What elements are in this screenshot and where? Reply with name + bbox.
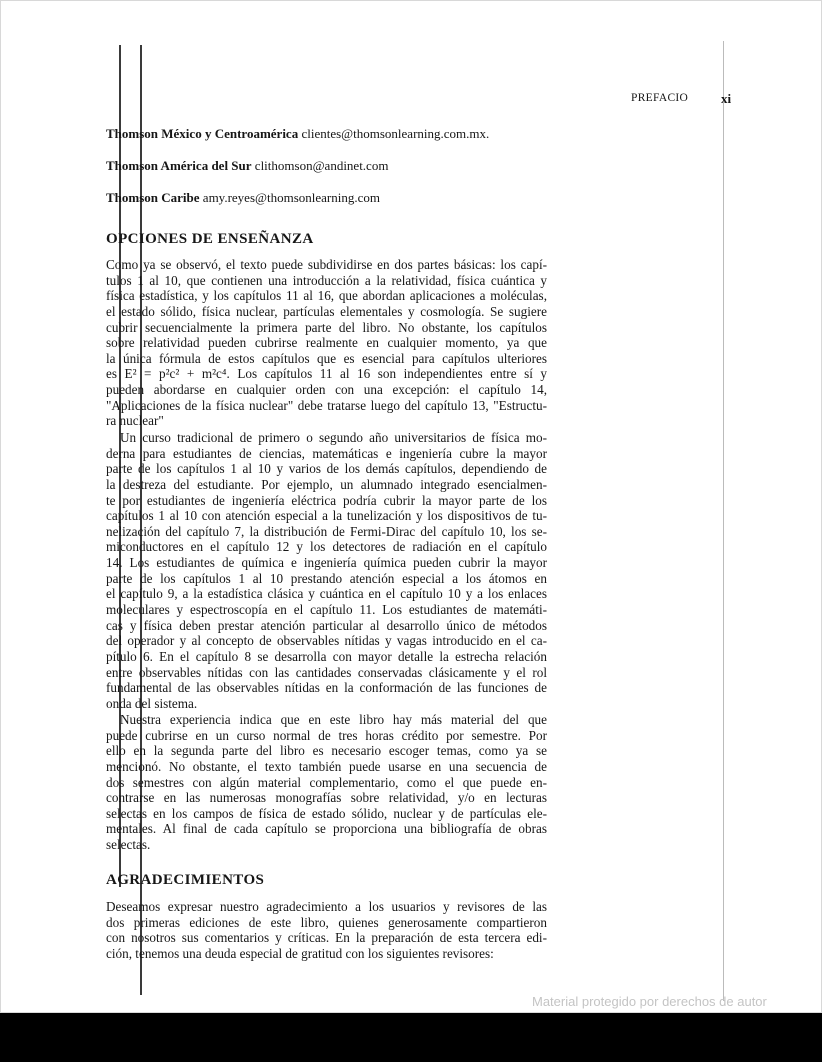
bottom-black-bar [0,1013,822,1062]
text-line: la única fórmula de estos capítulos que es esencial para capítulos ulteriores [106,350,547,366]
paragraph [106,257,547,429]
text-line: fundamental de las observables nítidas en la conformación de las funciones de [106,680,547,696]
running-header: PREFACIO [631,92,689,104]
text-line: Nuestra experiencia indica que en este libro hay más material del que [120,712,547,727]
copyright-watermark: Material protegido por derechos de autor [532,994,767,1009]
text-line: del operador y al concepto de observables nítidas y vagas introducido en el ca- [106,633,547,649]
text-line: tulos 1 al 10, que contienen una introducción a la relatividad, física cuántica y [106,272,547,288]
text-line: moleculares y espectroscopía en el capítulo 11. Los estudiantes de matemáti- [106,602,547,618]
paragraph [106,899,547,962]
text-line: mentales. Al final de cada capítulo se proporciona una bibliografía de obras [106,821,547,837]
text-line: con nosotros sus comentarios y críticas. En la preparación de esta tercera edi- [106,930,547,946]
text-line: mencionó. No obstante, el texto también puede usarse en una secuencia de [106,758,547,774]
text-line: el capítulo 9, a la estadística clásica y cuántica en el capítulo 10 y a los enlaces [106,586,547,602]
scan-artifact-line [723,41,724,1001]
text-line: sobre relatividad pueden cubrirse realmente en cualquier momento, ya que [106,335,547,351]
text-line: Como ya se observó, el texto puede subdividirse en dos partes básicas: los capí- [106,257,547,272]
section-heading: AGRADECIMIENTOS [106,872,265,888]
text-line: dos primeras ediciones de este libro, quienes generosamente compartieron [106,914,547,930]
text-line: 14. Los estudiantes de química e ingeniería química pueden cubrir la mayor [106,555,547,571]
contact-name: Thomson Caribe [106,190,200,205]
contact-name: Thomson México y Centroamérica [106,126,299,141]
text-line: contrarse en las numerosas monografías sobre relatividad, y/o en lecturas [106,790,547,806]
contact-line [106,190,380,206]
text-line: Un curso tradicional de primero o segundo año universitarios de física mo- [120,430,547,445]
contact-line [106,158,388,174]
contact-email: amy.reyes@thomsonlearning.com [202,190,380,205]
text-line: nelización del capítulo 7, la distribución de Fermi-Dirac del capítulo 10, los se- [106,523,547,539]
text-line: selectas en los campos de física de estado sólido, nuclear y de partículas ele- [106,805,547,821]
text-line: la destreza del estudiante. Por ejemplo, un alumnado integrado esencialmen- [106,476,547,492]
text-line: ción, tenemos una deuda especial de gratitud con los siguientes revisores: [106,945,494,961]
text-line: Deseamos expresar nuestro agradecimiento a los usuarios y revisores de las [106,899,547,914]
section-heading: OPCIONES DE ENSEÑANZA [106,231,314,247]
contact-email: clithomson@andinet.com [254,158,389,173]
contact-line [106,126,489,142]
text-line: onda del sistema. [106,695,198,711]
text-line: derna para estudiantes de ciencias, matemáticas e ingeniería cubre la mayor [106,445,547,461]
contact-email: clientes@thomsonlearning.com.mx. [301,126,490,141]
paragraph [106,712,547,853]
text-line: ello en la segunda parte del libro es necesario escoger temas, como ya se [106,743,547,759]
text-line: cas y física deben prestar atención particular al desarrollo único de métodos [106,617,547,633]
text-line: dos semestres con algún material complementario, como el que puede en- [106,774,547,790]
page-number: xi [721,91,732,106]
text-line: ra nuclear" [106,413,164,429]
text-line: es E² = p²c² + m²c⁴. Los capítulos 11 al 16 son independientes entre sí y [106,366,547,382]
text-line: puede cubrirse en un curso normal de tres horas crédito por semestre. Por [106,727,547,743]
text-line: cubrir secuencialmente la primera parte del libro. No obstante, los capítulos [106,319,547,335]
text-line: pítulo 6. En el capítulo 8 se desarrolla con mayor detalle la estrecha relación [106,648,547,664]
text-line: parte de los capítulos 1 al 10 y varios de los demás capítulos, dependiendo de [106,461,547,477]
text-line: entre observables nítidas con las cantidades conservadas clásicamente y el rol [106,664,547,680]
text-line: miconductores en el capítulo 12 y los detectores de radiación en el capítulo [106,539,547,555]
text-line: capítulos 1 al 10 con atención especial a la tunelización y los dispositivos de tu- [106,508,547,524]
text-line: física estadística, y los capítulos 11 al 16, que abordan aplicaciones a moléculas, [106,288,547,304]
paragraph [106,430,547,712]
text-line: parte de los capítulos 1 al 10 prestando atención especial a los átomos en [106,570,547,586]
contact-name: Thomson América del Sur [106,158,252,173]
text-line: te por estudiantes de ingeniería eléctrica podría cubrir la mayor parte de los [106,492,547,508]
text-line: el estado sólido, física nuclear, partículas elementales y cosmología. Se sugiere [106,303,547,319]
text-line: "Aplicaciones de la física nuclear" debe tratarse luego del capítulo 13, "Estructu- [106,397,547,413]
text-line: pueden abordarse en cualquier orden con una excepción: el capítulo 14, [106,382,547,398]
text-line: selectas. [106,837,151,853]
